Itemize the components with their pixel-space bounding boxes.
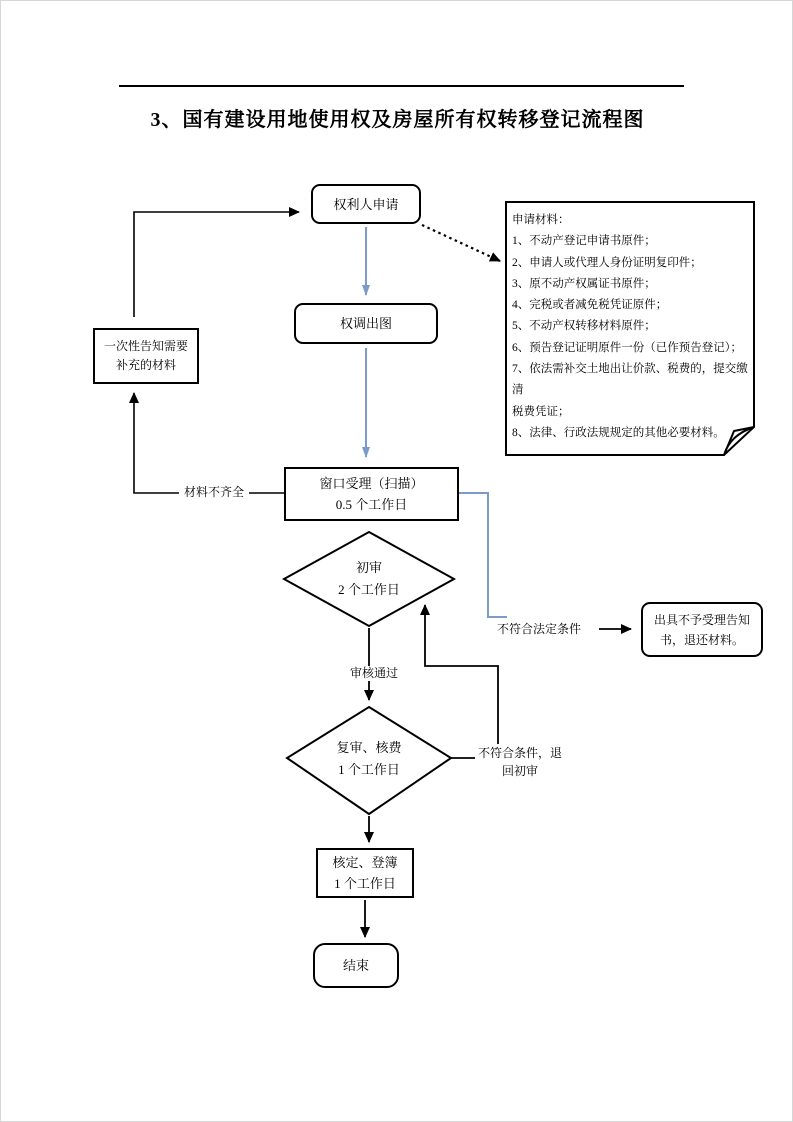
note-line: 6、预告登记证明原件一份（已作预告登记）； [512,341,742,354]
edge-label-not-legal: 不符合法定条件 [493,622,585,637]
node-second-review-label [299,737,439,781]
edge-label-not-qualified-line1: 不符合条件，退 [477,746,562,760]
second-review-line1: 复审、核费 [336,740,402,755]
edge-window-to-notify [134,393,284,493]
edge-review2-feedback [425,605,498,758]
node-window-line1: 窗口受理（扫描） [319,476,424,491]
edge-label-approved: 审核通过 [347,666,401,681]
node-notify [93,328,199,384]
edge-notify-to-applicant [134,212,299,317]
node-end-label: 结束 [342,958,369,973]
node-record-line2: 1 个工作日 [334,876,396,891]
edge-applicant-to-note-dotted [422,225,500,261]
node-record-line1: 核定、登簿 [332,855,398,870]
note-line: 5、不动产权转移材料原件； [512,320,656,333]
first-review-line2: 2 个工作日 [338,582,400,597]
node-notify-line1: 一次性告知需要 [103,339,188,353]
node-end [313,943,399,988]
node-survey [294,303,438,344]
note-materials-list [512,210,752,444]
first-review-line1: 初审 [355,560,382,575]
page-title: 3、国有建设用地使用权及房屋所有权转移登记流程图 [150,109,645,131]
note-line: 4、完税或者减免税凭证原件； [512,299,668,312]
note-line: 8、法律、行政法规规定的其他必要材料。 [512,426,725,439]
note-line: 2、申请人或代理人身份证明复印件； [512,256,702,269]
node-first-review-label [299,557,439,601]
node-applicant [311,184,421,224]
note-line: 7、依法需补交土地出让价款、税费的，提交缴清 [512,363,748,397]
node-reject-line2: 书，退还材料。 [659,632,744,647]
note-line: 3、原不动产权属证书原件； [512,277,656,290]
edge-window-right-bracket [459,493,507,617]
edge-label-not-qualified-line2: 回初审 [501,764,538,778]
node-reject [641,602,763,657]
node-window-line2: 0.5 个工作日 [335,497,408,512]
second-review-line2: 1 个工作日 [338,762,400,777]
note-line: 税费凭证； [512,405,570,418]
note-line: 申请材料： [512,214,570,226]
node-survey-label: 权调出图 [339,316,392,331]
node-window [284,467,459,521]
node-reject-line1: 出具不予受理告知 [653,612,750,627]
node-notify-line2: 补充的材料 [115,358,176,372]
edge-label-incomplete: 材料不齐全 [179,485,249,500]
node-applicant-label: 权利人申请 [333,196,399,212]
edge-label-not-qualified [475,744,565,780]
node-record [316,848,414,898]
note-line: 1、不动产登记申请书原件； [512,235,656,248]
